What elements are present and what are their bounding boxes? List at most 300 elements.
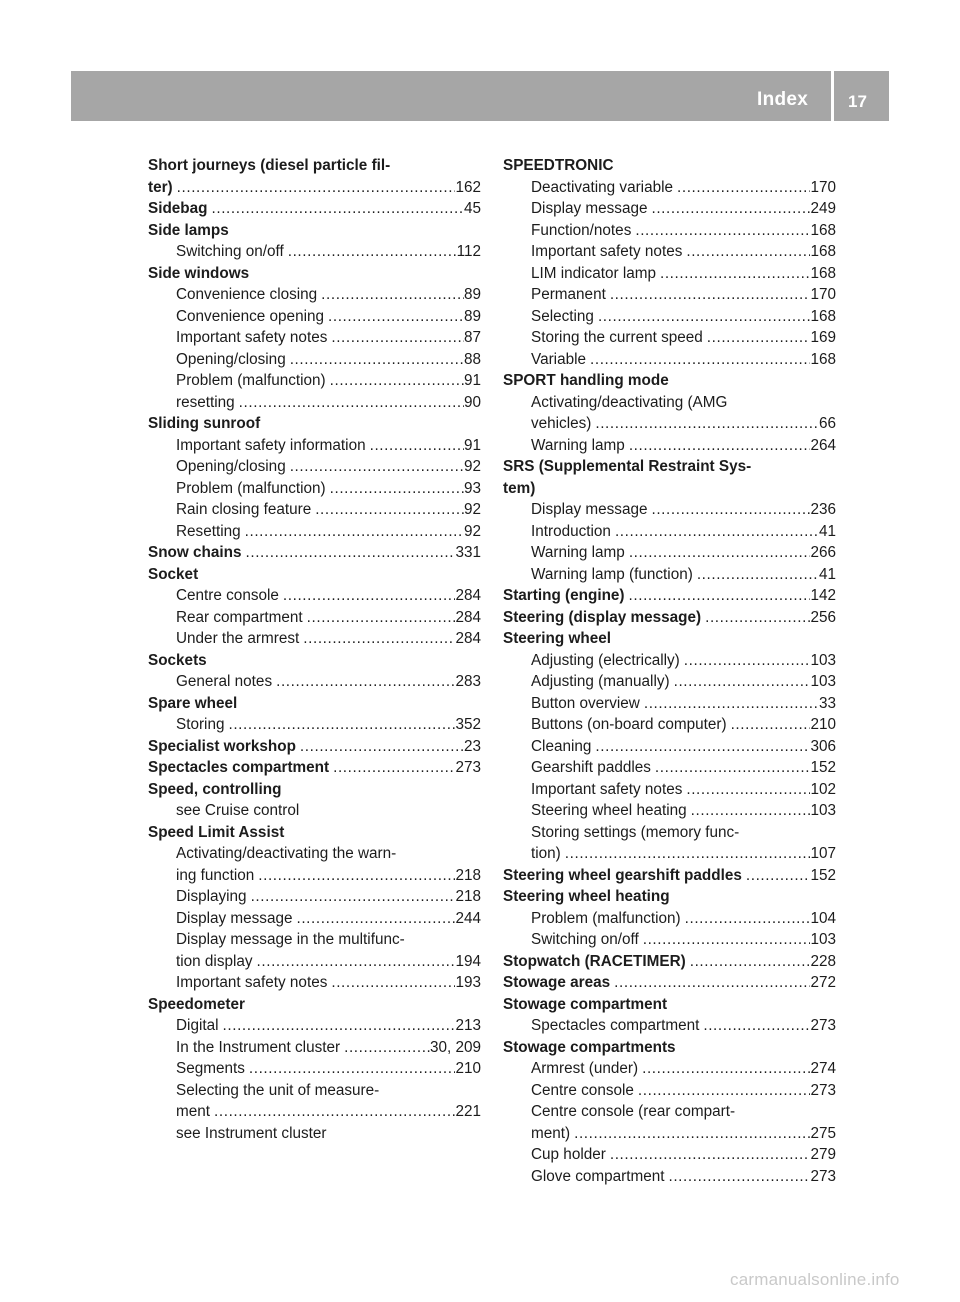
dot-leader [253, 951, 456, 973]
entry-text: Important safety notes [176, 974, 328, 991]
dot-leader [303, 607, 456, 629]
page-reference: 162 [455, 178, 481, 196]
entry-text: Buttons (on-board computer) [531, 716, 727, 733]
entry-text: Starting (engine) [503, 587, 625, 604]
entry-text: Spare wheel [148, 694, 238, 712]
index-subentry [503, 929, 836, 951]
dot-leader [610, 972, 810, 994]
page-reference: 273 [810, 1017, 836, 1034]
entry-text: Gearshift paddles [531, 759, 651, 776]
index-entry [503, 607, 836, 629]
entry-text: Introduction [531, 522, 611, 540]
dot-leader [247, 886, 456, 908]
entry-text: tion) [531, 845, 561, 862]
dot-leader [570, 1123, 810, 1145]
entry-text: In the Instrument cluster [176, 1038, 341, 1056]
index-subentry [148, 714, 481, 736]
index-subentry [503, 241, 836, 263]
entry-text: Cup holder [531, 1146, 606, 1163]
dot-leader [326, 370, 464, 392]
dot-leader [286, 456, 464, 478]
entry-text: Activating/deactivating the warn- [176, 845, 397, 862]
entry-text: Important safety information [176, 436, 366, 454]
dot-leader [329, 757, 455, 779]
dot-leader [327, 972, 455, 994]
entry-text: resetting [176, 393, 235, 411]
entry-text: Switching on/off [531, 931, 639, 948]
page-reference: 169 [810, 329, 836, 346]
entry-text: Resetting [176, 522, 241, 540]
page-reference: 194 [455, 952, 481, 970]
index-subentry [148, 1101, 481, 1123]
entry-text: Problem (malfunction) [176, 372, 326, 389]
dot-leader [656, 263, 810, 285]
page-reference: 236 [810, 501, 836, 518]
index-subentry [503, 542, 836, 564]
dot-leader [326, 478, 464, 500]
entry-text: Opening/closing [176, 350, 286, 368]
index-subentry [503, 263, 836, 285]
page-reference: 104 [810, 909, 836, 927]
index-subentry [148, 607, 481, 629]
page-reference: 284 [455, 608, 481, 626]
entry-text: Steering wheel heating [531, 802, 687, 819]
page-reference: 33 [818, 694, 836, 712]
page-reference: 274 [810, 1060, 836, 1077]
page-number: 17 [848, 92, 867, 111]
entry-text: Permanent [531, 286, 606, 303]
dot-leader [284, 241, 457, 263]
index-entry [148, 650, 481, 672]
index-subentry [148, 800, 481, 822]
entry-text: see Cruise control [176, 802, 300, 819]
dot-leader [606, 1144, 811, 1166]
entry-text: General notes [176, 673, 273, 690]
index-subentry [148, 284, 481, 306]
page-reference: 23 [463, 737, 481, 755]
entry-text: Steering (display message) [503, 608, 702, 626]
page-reference: 213 [455, 1017, 481, 1034]
page-reference: 228 [810, 952, 836, 970]
dot-leader [235, 392, 464, 414]
page-reference: 45 [463, 200, 481, 217]
index-entry [148, 177, 481, 199]
dot-leader [296, 736, 464, 758]
index-subentry [148, 929, 481, 951]
entry-text: Cleaning [531, 737, 592, 755]
dot-leader [254, 865, 455, 887]
page-reference: 112 [456, 243, 481, 260]
dot-leader [299, 628, 455, 650]
index-subentry [148, 951, 481, 973]
index-subentry [503, 1101, 836, 1123]
index-entry [503, 478, 836, 500]
entry-text: vehicles) [531, 415, 592, 432]
dot-leader [640, 693, 819, 715]
entry-text: Stowage areas [503, 974, 611, 991]
entry-text: LIM indicator lamp [531, 264, 656, 282]
entry-text: Activating/deactivating (AMG [531, 393, 728, 411]
index-subentry [148, 456, 481, 478]
dot-leader [693, 564, 819, 586]
dot-leader [742, 865, 811, 887]
index-subentry [503, 736, 836, 758]
entry-text: Important safety notes [176, 329, 328, 346]
dot-leader [625, 585, 811, 607]
index-subentry [503, 327, 836, 349]
dot-leader [651, 757, 811, 779]
index-subentry [503, 392, 836, 414]
index-subentry [148, 306, 481, 328]
index-subentry [148, 349, 481, 371]
index-column-right [503, 155, 836, 1187]
dot-leader [173, 177, 456, 199]
dot-leader [245, 1058, 456, 1080]
index-subentry [503, 650, 836, 672]
page-reference: 168 [810, 264, 836, 282]
dot-leader [686, 951, 811, 973]
page-reference: 249 [810, 200, 836, 217]
index-subentry [148, 886, 481, 908]
index-subentry [148, 972, 481, 994]
dot-leader [647, 198, 810, 220]
entry-text: Displaying [176, 888, 247, 905]
page-reference: 87 [463, 329, 481, 346]
entry-text: Stopwatch (RACETIMER) [503, 952, 686, 970]
entry-text: Selecting the unit of measure- [176, 1081, 380, 1099]
index-entry [148, 564, 481, 586]
page-reference: 284 [455, 587, 481, 604]
page-reference: 331 [455, 544, 481, 561]
entry-text: SPORT handling mode [503, 372, 669, 389]
dot-leader [219, 1015, 456, 1037]
page-reference: 170 [810, 178, 836, 196]
entry-text: Under the armrest [176, 630, 300, 647]
index-entry [503, 994, 836, 1016]
dot-leader [703, 327, 811, 349]
index-subentry [503, 843, 836, 865]
page-reference: 168 [810, 307, 836, 325]
dot-leader [210, 1101, 455, 1123]
dot-leader [625, 542, 811, 564]
index-subentry [503, 220, 836, 242]
entry-text: Armrest (under) [531, 1060, 639, 1077]
index-entry [148, 822, 481, 844]
entry-text: Storing the current speed [531, 329, 703, 346]
dot-leader [586, 349, 810, 371]
index-subentry [503, 521, 836, 543]
page-reference: 93 [463, 479, 481, 497]
entry-text: Spectacles compartment [531, 1017, 700, 1034]
entry-text: Warning lamp [531, 436, 625, 454]
entry-text: Display message in the multifunc- [176, 931, 405, 948]
entry-text: SPEEDTRONIC [503, 157, 614, 174]
index-entry [503, 628, 836, 650]
entry-text: Important safety notes [531, 780, 683, 798]
dot-leader [272, 671, 455, 693]
index-entry [503, 370, 836, 392]
page-reference: 107 [810, 845, 836, 862]
page-reference: 152 [810, 866, 836, 884]
entry-text: Selecting [531, 307, 594, 325]
entry-text: Specialist workshop [148, 737, 296, 755]
page-reference: 102 [810, 780, 836, 798]
entry-text: Side lamps [148, 221, 229, 239]
page-reference: 103 [810, 651, 836, 669]
dot-leader [680, 650, 811, 672]
page-reference: 264 [810, 436, 836, 454]
index-subentry [503, 822, 836, 844]
page-reference: 272 [810, 974, 836, 991]
entry-text: Short journeys (diesel particle fil- [148, 157, 391, 174]
page-reference: 273 [810, 1081, 836, 1099]
entry-text: Speed Limit Assist [148, 823, 285, 841]
entry-text: Centre console (rear compart- [531, 1103, 736, 1120]
index-subentry [503, 1080, 836, 1102]
entry-text: Display message [531, 200, 648, 217]
dot-leader [727, 714, 811, 736]
index-subentry [503, 284, 836, 306]
page-reference: 193 [455, 974, 481, 991]
index-entry [503, 972, 836, 994]
page-reference: 266 [810, 544, 836, 561]
entry-text: Warning lamp [531, 544, 625, 561]
entry-text: ing function [176, 866, 255, 884]
index-subentry [148, 1058, 481, 1080]
entry-text: Storing settings (memory func- [531, 823, 740, 841]
index-subentry [148, 392, 481, 414]
entry-text: Segments [176, 1060, 245, 1077]
dot-leader [625, 435, 811, 457]
page-reference: 273 [455, 759, 481, 776]
index-subentry [503, 499, 836, 521]
index-subentry [503, 177, 836, 199]
entry-text: Sliding sunroof [148, 415, 261, 432]
index-entry [503, 155, 836, 177]
entry-text: Centre console [531, 1081, 634, 1099]
index-entry [148, 413, 481, 435]
dot-leader [682, 779, 810, 801]
index-subentry [503, 435, 836, 457]
entry-text: Warning lamp (function) [531, 565, 693, 583]
page-reference: 92 [463, 522, 481, 540]
index-subentry [148, 1015, 481, 1037]
index-entry [503, 865, 836, 887]
dot-leader [242, 542, 456, 564]
index-subentry [503, 908, 836, 930]
index-entry [148, 263, 481, 285]
index-subentry [503, 671, 836, 693]
index-subentry [503, 714, 836, 736]
entry-text: Problem (malfunction) [176, 479, 326, 497]
page-reference: 92 [463, 458, 481, 475]
index-subentry [503, 306, 836, 328]
index-subentry [503, 564, 836, 586]
index-subentry [503, 1144, 836, 1166]
dot-leader [591, 736, 810, 758]
dot-leader [631, 220, 810, 242]
index-subentry [148, 521, 481, 543]
index-subentry [503, 198, 836, 220]
index-entry [503, 1037, 836, 1059]
index-entry [148, 198, 481, 220]
page-reference: 88 [463, 350, 481, 368]
dot-leader [673, 177, 810, 199]
page-title: Index [757, 89, 809, 110]
page-reference: 256 [810, 608, 836, 626]
entry-text: Problem (malfunction) [531, 909, 681, 927]
dot-leader [647, 499, 810, 521]
page-reference: 284 [455, 630, 481, 647]
dot-leader [606, 284, 811, 306]
entry-text: Stowage compartment [503, 995, 668, 1013]
entry-text: ter) [148, 178, 173, 196]
entry-text: Button overview [531, 694, 640, 712]
index-subentry [148, 671, 481, 693]
entry-text: Opening/closing [176, 458, 286, 475]
dot-leader [327, 327, 464, 349]
index-subentry [148, 628, 481, 650]
entry-text: Display message [176, 909, 293, 927]
index-subentry [503, 1123, 836, 1145]
dot-leader [681, 908, 811, 930]
page-reference: 41 [818, 565, 836, 583]
dot-leader [687, 800, 811, 822]
dot-leader [324, 306, 464, 328]
entry-text: Important safety notes [531, 243, 683, 260]
entry-text: tion display [176, 952, 253, 970]
entry-text: Display message [531, 501, 648, 518]
index-subentry [148, 585, 481, 607]
page-reference: 152 [810, 759, 836, 776]
dot-leader [561, 843, 811, 865]
index-subentry [148, 478, 481, 500]
header-divider [831, 71, 834, 121]
page-reference: 210 [810, 716, 836, 733]
index-subentry [148, 327, 481, 349]
entry-text: SRS (Supplemental Restraint Sys- [503, 458, 752, 475]
entry-text: Stowage compartments [503, 1038, 676, 1056]
entry-text: Variable [531, 350, 586, 368]
entry-text: Convenience opening [176, 307, 324, 325]
page-reference: 283 [455, 673, 481, 690]
entry-text: Sidebag [148, 200, 208, 217]
page-reference: 91 [463, 436, 481, 454]
page-reference: 218 [455, 866, 481, 884]
page-reference: 306 [810, 737, 836, 755]
dot-leader [340, 1037, 430, 1059]
dot-leader [670, 671, 811, 693]
entry-text: Sockets [148, 651, 207, 669]
dot-leader [208, 198, 464, 220]
dot-leader [638, 1058, 810, 1080]
dot-leader [224, 714, 455, 736]
dot-leader [317, 284, 464, 306]
dot-leader [639, 929, 811, 951]
index-subentry [503, 800, 836, 822]
page-reference: 103 [810, 673, 836, 690]
dot-leader [664, 1166, 810, 1188]
index-entry [148, 693, 481, 715]
entry-text: Speedometer [148, 995, 245, 1013]
page-reference: 210 [455, 1060, 481, 1077]
index-entry [148, 736, 481, 758]
entry-text: Side windows [148, 264, 250, 282]
entry-text: Steering wheel gearshift paddles [503, 866, 742, 884]
dot-leader [366, 435, 464, 457]
index-subentry [503, 1166, 836, 1188]
index-column-left [148, 155, 481, 1144]
entry-text: Deactivating variable [531, 178, 673, 196]
index-subentry [148, 843, 481, 865]
index-subentry [148, 1123, 481, 1145]
dot-leader [594, 306, 811, 328]
entry-text: Spectacles compartment [148, 759, 330, 776]
page-reference: 41 [818, 522, 836, 540]
dot-leader [286, 349, 464, 371]
index-subentry [148, 370, 481, 392]
entry-text: Convenience closing [176, 286, 318, 303]
index-entry [503, 886, 836, 908]
page-reference: 30, 209 [429, 1038, 481, 1056]
index-subentry [503, 693, 836, 715]
index-entry [148, 994, 481, 1016]
index-entry [503, 585, 836, 607]
entry-text: Digital [176, 1017, 219, 1034]
dot-leader [591, 413, 819, 435]
page-reference: 168 [810, 221, 836, 239]
dot-leader [279, 585, 456, 607]
page-reference: 352 [455, 716, 481, 733]
index-subentry [148, 499, 481, 521]
entry-text: Glove compartment [531, 1167, 665, 1185]
page-reference: 273 [810, 1167, 836, 1185]
entry-text: Function/notes [531, 221, 632, 239]
page-reference: 90 [463, 393, 481, 411]
page-reference: 168 [810, 243, 836, 260]
entry-text: Centre console [176, 587, 279, 604]
dot-leader [699, 1015, 810, 1037]
index-subentry [503, 1015, 836, 1037]
watermark: carmanualsonline.info [730, 1270, 900, 1289]
index-entry [148, 757, 481, 779]
entry-text: Rear compartment [176, 608, 303, 626]
entry-text: Adjusting (electrically) [531, 651, 680, 669]
page-reference: 244 [455, 909, 481, 927]
index-entry [148, 542, 481, 564]
dot-leader [292, 908, 455, 930]
entry-text: Steering wheel heating [503, 888, 670, 905]
dot-leader [311, 499, 464, 521]
page-reference: 92 [463, 501, 481, 518]
index-subentry [148, 908, 481, 930]
entry-text: Storing [176, 716, 225, 733]
index-subentry [503, 1058, 836, 1080]
dot-leader [701, 607, 810, 629]
index-subentry [503, 413, 836, 435]
page-reference: 91 [463, 372, 481, 389]
entry-text: Speed, controlling [148, 780, 282, 798]
page-reference: 103 [810, 802, 836, 819]
index-entry [148, 155, 481, 177]
entry-text: see Instrument cluster [176, 1124, 327, 1142]
index-entry [148, 220, 481, 242]
page-reference: 103 [810, 931, 836, 948]
page-reference: 89 [463, 307, 481, 325]
entry-text: ment) [531, 1124, 571, 1142]
page-reference: 89 [463, 286, 481, 303]
page-reference: 221 [455, 1103, 481, 1120]
